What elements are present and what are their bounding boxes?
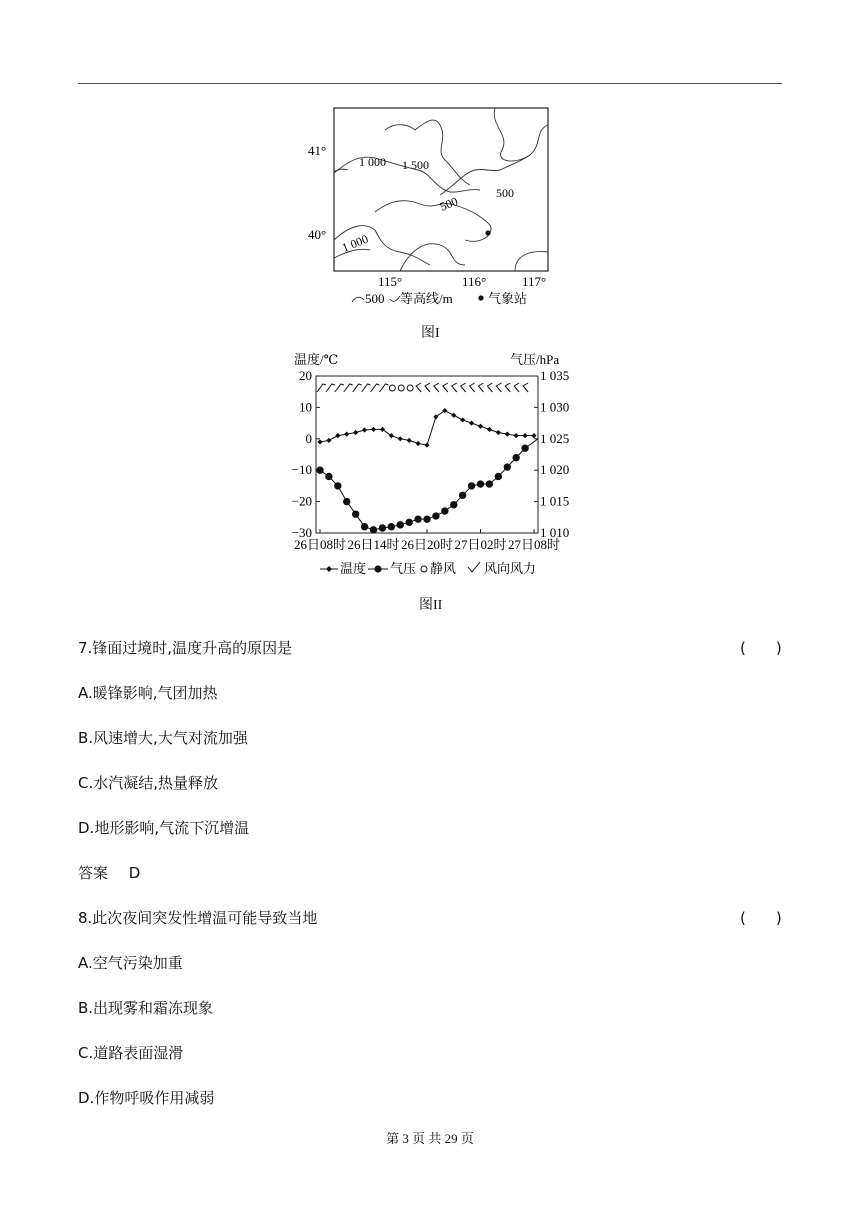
- wind-barb-symbol: [514, 383, 519, 392]
- pressure-point: [343, 498, 350, 505]
- temperature-point: [362, 427, 367, 432]
- temperature-point: [469, 421, 474, 426]
- figure-2-caption: 图II: [419, 598, 443, 613]
- temperature-point: [353, 430, 358, 435]
- pressure-point: [450, 501, 457, 508]
- pressure-point: [432, 512, 439, 519]
- temperature-point: [514, 433, 519, 438]
- calm-wind-symbol: [389, 385, 395, 391]
- temperature-point: [531, 433, 536, 438]
- legend-contour-text: 等高线/m: [400, 291, 453, 306]
- lat-label-40: 40°: [308, 227, 327, 242]
- temperature-point: [398, 436, 403, 441]
- chart-legend: [320, 561, 536, 576]
- y-left-title: 温度/℃: [294, 352, 339, 367]
- pressure-point: [379, 524, 386, 531]
- y-left-tick-label: −10: [291, 462, 312, 478]
- series-marks: [316, 408, 538, 534]
- x-tick-label: 26日20时: [400, 537, 454, 552]
- question-8-stem: 8.此次夜间突发性增温可能导致当地: [78, 909, 318, 927]
- wind-barb-symbol: [416, 383, 421, 392]
- temperature-point: [326, 438, 331, 443]
- wind-barb-symbol: [496, 383, 501, 392]
- pressure-point: [512, 454, 519, 461]
- wind-barb-symbol: [479, 383, 484, 392]
- pressure-point: [316, 467, 323, 474]
- y-right-tick-label: 1 020: [540, 462, 570, 478]
- header-rule: [78, 83, 782, 84]
- y-left-tick-label: 0: [305, 430, 312, 446]
- legend-station-dot: [478, 295, 483, 300]
- wind-barb-symbol: [371, 384, 380, 392]
- wind-barb-symbol: [505, 383, 510, 392]
- contour-lines: [334, 108, 548, 271]
- wind-barb-symbol: [470, 383, 475, 392]
- calm-wind-symbol: [398, 385, 404, 391]
- question-7-option-a: A.暖锋影响,气团加热: [78, 684, 218, 702]
- pressure-point: [441, 507, 448, 514]
- y-right-ticks: [534, 368, 569, 540]
- legend-wind-marker: [468, 562, 480, 572]
- temperature-point: [371, 427, 376, 432]
- y-left-tick-label: 20: [299, 368, 312, 383]
- lon-label-115: 115°: [378, 274, 403, 289]
- question-8-option-a: A.空气污染加重: [78, 954, 183, 972]
- x-tick-label: 26日14时: [347, 537, 400, 552]
- contour-label-500-right: 500: [496, 186, 514, 200]
- x-ticks: [294, 529, 560, 552]
- temperature-point: [460, 417, 465, 422]
- temperature-point: [451, 413, 456, 418]
- temperature-point: [505, 431, 510, 436]
- question-8-option-c: C.道路表面湿滑: [78, 1044, 184, 1062]
- pressure-point: [325, 473, 332, 480]
- wind-barb-symbol: [425, 383, 430, 392]
- question-7-answer: [78, 862, 140, 883]
- map-frame: [334, 108, 548, 271]
- y-right-tick-label: 1 035: [540, 368, 570, 383]
- y-left-tick-label: −20: [291, 493, 312, 509]
- x-tick-label: 27日08时: [507, 537, 561, 552]
- temperature-point: [415, 441, 420, 446]
- contour-label-1000-top: 1 000: [359, 155, 386, 169]
- figure-1-map: [290, 100, 570, 310]
- temperature-point: [344, 431, 349, 436]
- y-left-tick-label: 10: [299, 399, 312, 415]
- page-footer: 第 3 页 共 29 页: [386, 1131, 474, 1146]
- wind-barb-symbol: [461, 383, 466, 392]
- y-right-tick-label: 1 025: [540, 430, 570, 446]
- temperature-line: [320, 411, 534, 446]
- pressure-point: [414, 515, 421, 522]
- pressure-point: [486, 480, 493, 487]
- wind-barb-symbol: [362, 384, 371, 392]
- temperature-point: [317, 439, 322, 444]
- question-8-answer-bracket: ( ): [740, 909, 782, 927]
- question-7-option-b: B.风速增大,大气对流加强: [78, 729, 248, 747]
- pressure-point: [388, 523, 395, 530]
- legend-station-text: 气象站: [488, 291, 528, 306]
- lon-label-116: 116°: [462, 274, 487, 289]
- legend-calm-marker: [421, 566, 427, 572]
- legend-temp-text: 温度: [340, 561, 367, 576]
- y-right-tick-label: 1 010: [540, 525, 570, 540]
- temperature-point: [496, 430, 501, 435]
- wind-barb-symbol: [443, 383, 448, 392]
- question-7-stem: 7.锋面过境时,温度升高的原因是: [78, 639, 293, 657]
- temperature-point: [335, 433, 340, 438]
- temperature-point: [424, 442, 429, 447]
- pressure-point: [459, 492, 466, 499]
- question-8-option-b: B.出现雾和霜冻现象: [78, 999, 214, 1017]
- temperature-point: [522, 433, 527, 438]
- wind-barb-symbol: [487, 383, 492, 392]
- wind-symbols: [317, 383, 528, 392]
- answer-label: 答案: [78, 864, 109, 882]
- y-left-tick-label: −30: [291, 525, 312, 540]
- pressure-point: [370, 526, 377, 533]
- pressure-point: [405, 519, 412, 526]
- pressure-point: [495, 473, 502, 480]
- y-right-tick-label: 1 030: [540, 399, 570, 415]
- question-8-option-d: D.作物呼吸作用减弱: [78, 1089, 215, 1107]
- wind-barb-symbol: [434, 383, 439, 392]
- x-tick-label: 26日08时: [293, 537, 347, 552]
- wind-barb-symbol: [344, 384, 353, 392]
- wind-barb-symbol: [452, 383, 457, 392]
- pressure-point: [352, 510, 359, 517]
- question-7-option-c: C.水汽凝结,热量释放: [78, 774, 219, 792]
- pressure-point: [397, 521, 404, 528]
- wind-barb-symbol: [335, 384, 344, 392]
- legend-contour-symbol: [352, 297, 364, 302]
- pressure-point: [468, 482, 475, 489]
- x-tick-label: 27日02时: [454, 537, 507, 552]
- wind-barb-symbol: [523, 383, 528, 392]
- weather-station-dot: [485, 230, 490, 235]
- figure-1-caption: 图I: [421, 326, 440, 341]
- pressure-point: [477, 480, 484, 487]
- lon-label-117: 117°: [522, 274, 547, 289]
- legend-contour-value: 500: [365, 291, 385, 306]
- legend-wind-text: 风向风力: [484, 561, 537, 576]
- contour-label-1000-left: 1 000: [339, 231, 371, 255]
- temperature-point: [478, 424, 483, 429]
- pressure-point: [423, 515, 430, 522]
- wind-barb-symbol: [379, 384, 388, 392]
- legend-temp-marker: [326, 566, 332, 572]
- contour-label-500-middle: 500: [437, 194, 460, 214]
- y-right-title: 气压/hPa: [510, 352, 560, 367]
- legend-pressure-marker: [374, 565, 381, 572]
- wind-barb-symbol: [317, 384, 326, 392]
- answer-value: D: [128, 864, 141, 882]
- pressure-point: [361, 523, 368, 530]
- temperature-point: [407, 438, 412, 443]
- wind-barb-symbol: [326, 384, 335, 392]
- lat-label-41: 41°: [308, 143, 327, 158]
- pressure-point: [521, 445, 528, 452]
- figure-2-chart: [284, 346, 580, 586]
- legend-contour-symbol-right: [390, 296, 400, 301]
- question-7-answer-bracket: ( ): [740, 639, 782, 657]
- pressure-point: [504, 463, 511, 470]
- calm-wind-symbol: [407, 385, 413, 391]
- pressure-point: [334, 482, 341, 489]
- y-right-tick-label: 1 015: [540, 493, 570, 509]
- question-7-option-d: D.地形影响,气流下沉增温: [78, 819, 250, 837]
- temperature-point: [487, 427, 492, 432]
- contour-label-1500: 1 500: [402, 158, 429, 172]
- legend-calm-text: 静风: [430, 561, 457, 576]
- legend-pressure-text: 气压: [390, 561, 417, 576]
- plot-frame: [316, 376, 538, 533]
- wind-barb-symbol: [353, 384, 362, 392]
